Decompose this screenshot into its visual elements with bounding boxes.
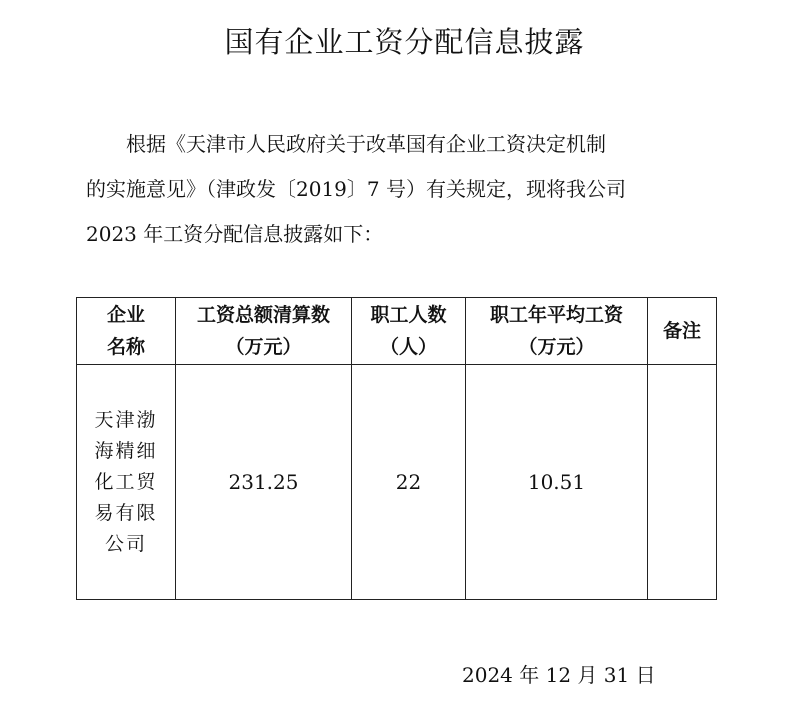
table-row xyxy=(77,365,717,600)
cell-average-wage: 10.51 xyxy=(466,365,648,600)
header-remarks: 备注 xyxy=(648,298,717,365)
cell-remarks xyxy=(648,365,717,600)
wage-info-table xyxy=(76,297,717,600)
cell-company-name: 天津渤海精细化工贸易有限公司 xyxy=(77,365,176,600)
header-employee-count: 职工人数 （人） xyxy=(352,298,466,365)
table-header-row xyxy=(77,298,717,365)
paragraph-line: 根据《天津市人民政府关于改革国有企业工资决定机制 xyxy=(126,132,606,156)
header-total-wages: 工资总额清算数 （万元） xyxy=(176,298,352,365)
header-average-wage: 职工年平均工资 （万元） xyxy=(466,298,648,365)
intro-paragraph xyxy=(86,122,726,257)
cell-employee-count: 22 xyxy=(352,365,466,600)
document-title: 国有企业工资分配信息披露 xyxy=(224,25,585,59)
header-company-name: 企业 名称 xyxy=(77,298,176,365)
paragraph-line: 2023 年工资分配信息披露如下： xyxy=(86,222,384,246)
document-date: 2024 年 12 月 31 日 xyxy=(462,663,656,687)
cell-total-wages: 231.25 xyxy=(176,365,352,600)
paragraph-line: 的实施意见》（津政发〔2019〕7 号）有关规定，现将我公司 xyxy=(86,177,626,201)
